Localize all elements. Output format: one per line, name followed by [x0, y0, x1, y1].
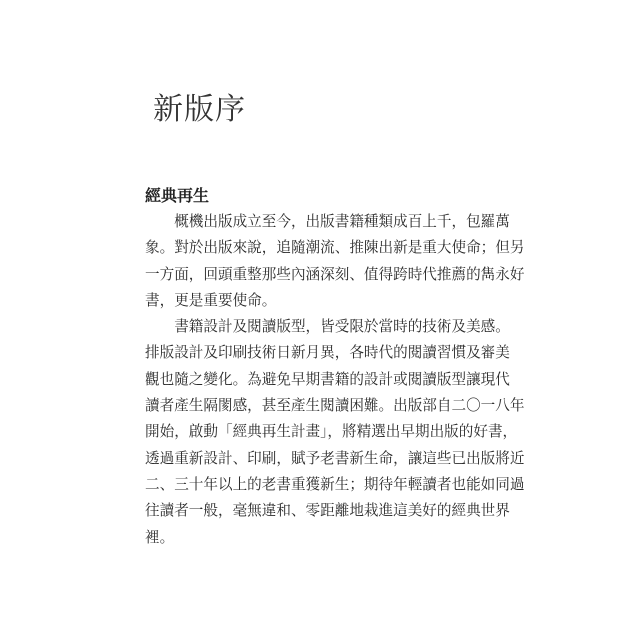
paragraph-1: [145, 209, 525, 314]
paragraph-2: [145, 314, 525, 551]
text-line: 觀也隨之變化。為避免早期書籍的設計或閱讀版型讓現代: [145, 370, 510, 388]
text-line: 書，更是重要使命。: [145, 291, 277, 309]
text-line: 象。對於出版來說，追隨潮流、推陳出新是重大使命；但另: [145, 239, 525, 257]
text-line: 排版設計及印刷技術日新月異，各時代的閱讀習慣及審美: [145, 344, 510, 362]
text-line: 讀者產生隔閡感，甚至產生閱讀困難。出版部自二〇一八年: [145, 397, 525, 415]
text-line: 二、三十年以上的老書重獲新生；期待年輕讀者也能如同過: [145, 475, 525, 493]
text-line: 開始，啟動「經典再生計畫」，將精選出早期出版的好書，: [145, 423, 518, 441]
page-title: 新版序: [153, 92, 246, 127]
section-heading: 經典再生: [145, 186, 210, 205]
text-line: 裡。: [145, 528, 175, 546]
text-line: 一方面，回頭重整那些內涵深刻、值得跨時代推薦的雋永好: [145, 265, 525, 283]
body-text: [145, 209, 525, 551]
text-line: 透過重新設計、印刷，賦予老書新生命，讓這些已出版將近: [145, 449, 525, 467]
text-line: 概機出版成立至今，出版書籍種類成百上千，包羅萬: [145, 213, 510, 230]
text-line: 往讀者一般，毫無違和、零距離地栽進這美好的經典世界: [145, 502, 510, 520]
text-line: 書籍設計及閱讀版型，皆受限於當時的技術及美感。: [145, 318, 510, 336]
